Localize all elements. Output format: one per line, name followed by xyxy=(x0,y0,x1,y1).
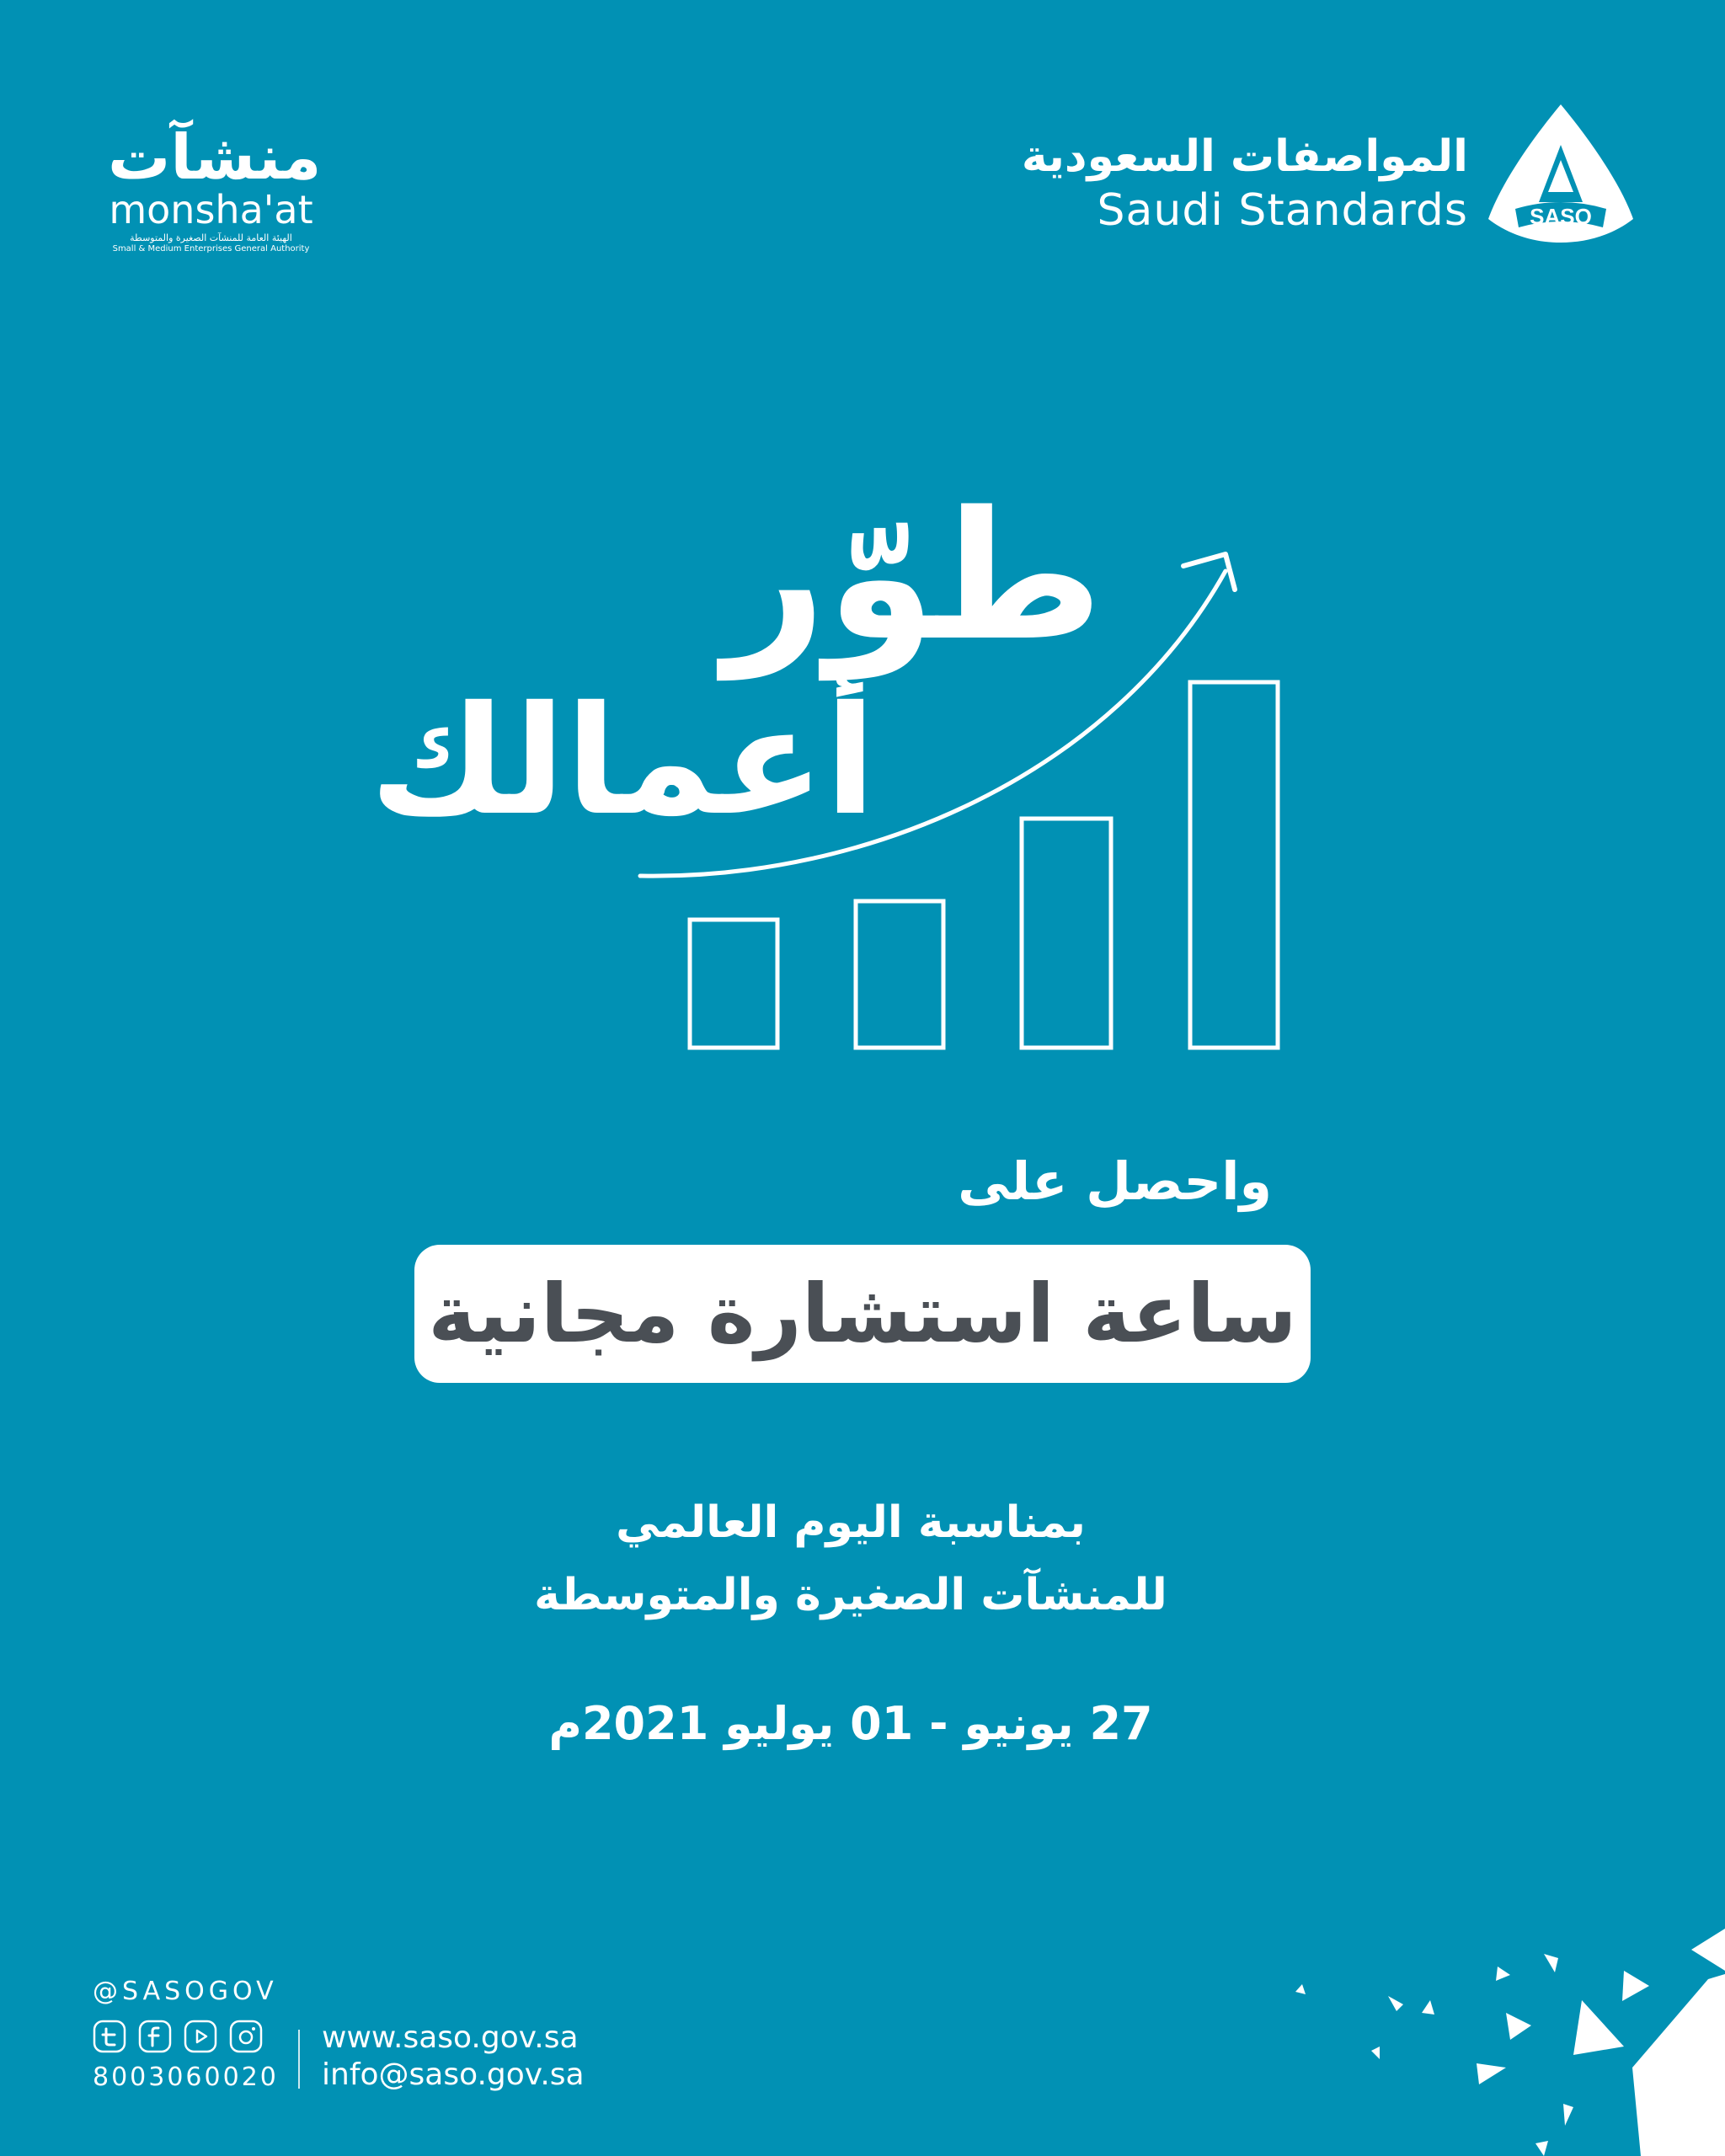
offer-highlight-text: ساعة استشارة مجانية xyxy=(428,1267,1297,1361)
event-date: 27 يونيو - 01 يوليو 2021م xyxy=(548,1697,1153,1750)
monshaat-subtitle-english: Small & Medium Enterprises General Authority xyxy=(112,244,310,253)
monshaat-name-arabic: منشآت xyxy=(108,121,322,194)
saso-name-arabic: المواصفات السعودية xyxy=(1021,131,1468,182)
saso-emblem-icon xyxy=(1485,101,1637,244)
footer-divider xyxy=(298,2030,300,2089)
offer-intro: واحصل على xyxy=(958,1150,1272,1212)
saso-name-english: Saudi Standards xyxy=(1097,185,1468,236)
headline-develop: طوّر xyxy=(724,473,1103,680)
monshaat-name-english: monsha'at xyxy=(109,187,313,232)
phone-number[interactable]: 8003060020 xyxy=(93,2063,279,2092)
instagram-icon[interactable] xyxy=(229,2020,263,2053)
growth-bar-2 xyxy=(856,901,943,1048)
monshaat-subtitle-arabic: الهيئة العامة للمنشآت الصغيرة والمتوسطة xyxy=(130,232,292,243)
occasion-line-2: للمنشآت الصغيرة والمتوسطة xyxy=(534,1570,1167,1620)
growth-arrow-head xyxy=(1183,554,1235,590)
social-icons xyxy=(93,2020,263,2055)
growth-bar-1 xyxy=(690,920,777,1048)
headline-your-business: أعمالك xyxy=(369,674,876,848)
social-handle[interactable]: @SASOGOV xyxy=(93,1977,278,2006)
decorative-triangles-icon xyxy=(1253,1920,1725,2156)
email-link[interactable]: info@saso.gov.sa xyxy=(322,2057,585,2092)
youtube-icon[interactable] xyxy=(184,2020,217,2053)
svg-text:SASO: SASO xyxy=(1530,204,1592,229)
offer-highlight-pill xyxy=(414,1245,1311,1383)
twitter-icon[interactable] xyxy=(93,2020,126,2053)
occasion-line-1: بمناسبة اليوم العالمي xyxy=(616,1497,1086,1548)
growth-bar-4 xyxy=(1190,682,1278,1048)
website-link[interactable]: www.saso.gov.sa xyxy=(322,2020,579,2055)
growth-bar-3 xyxy=(1022,819,1111,1048)
facebook-icon[interactable] xyxy=(138,2020,172,2053)
